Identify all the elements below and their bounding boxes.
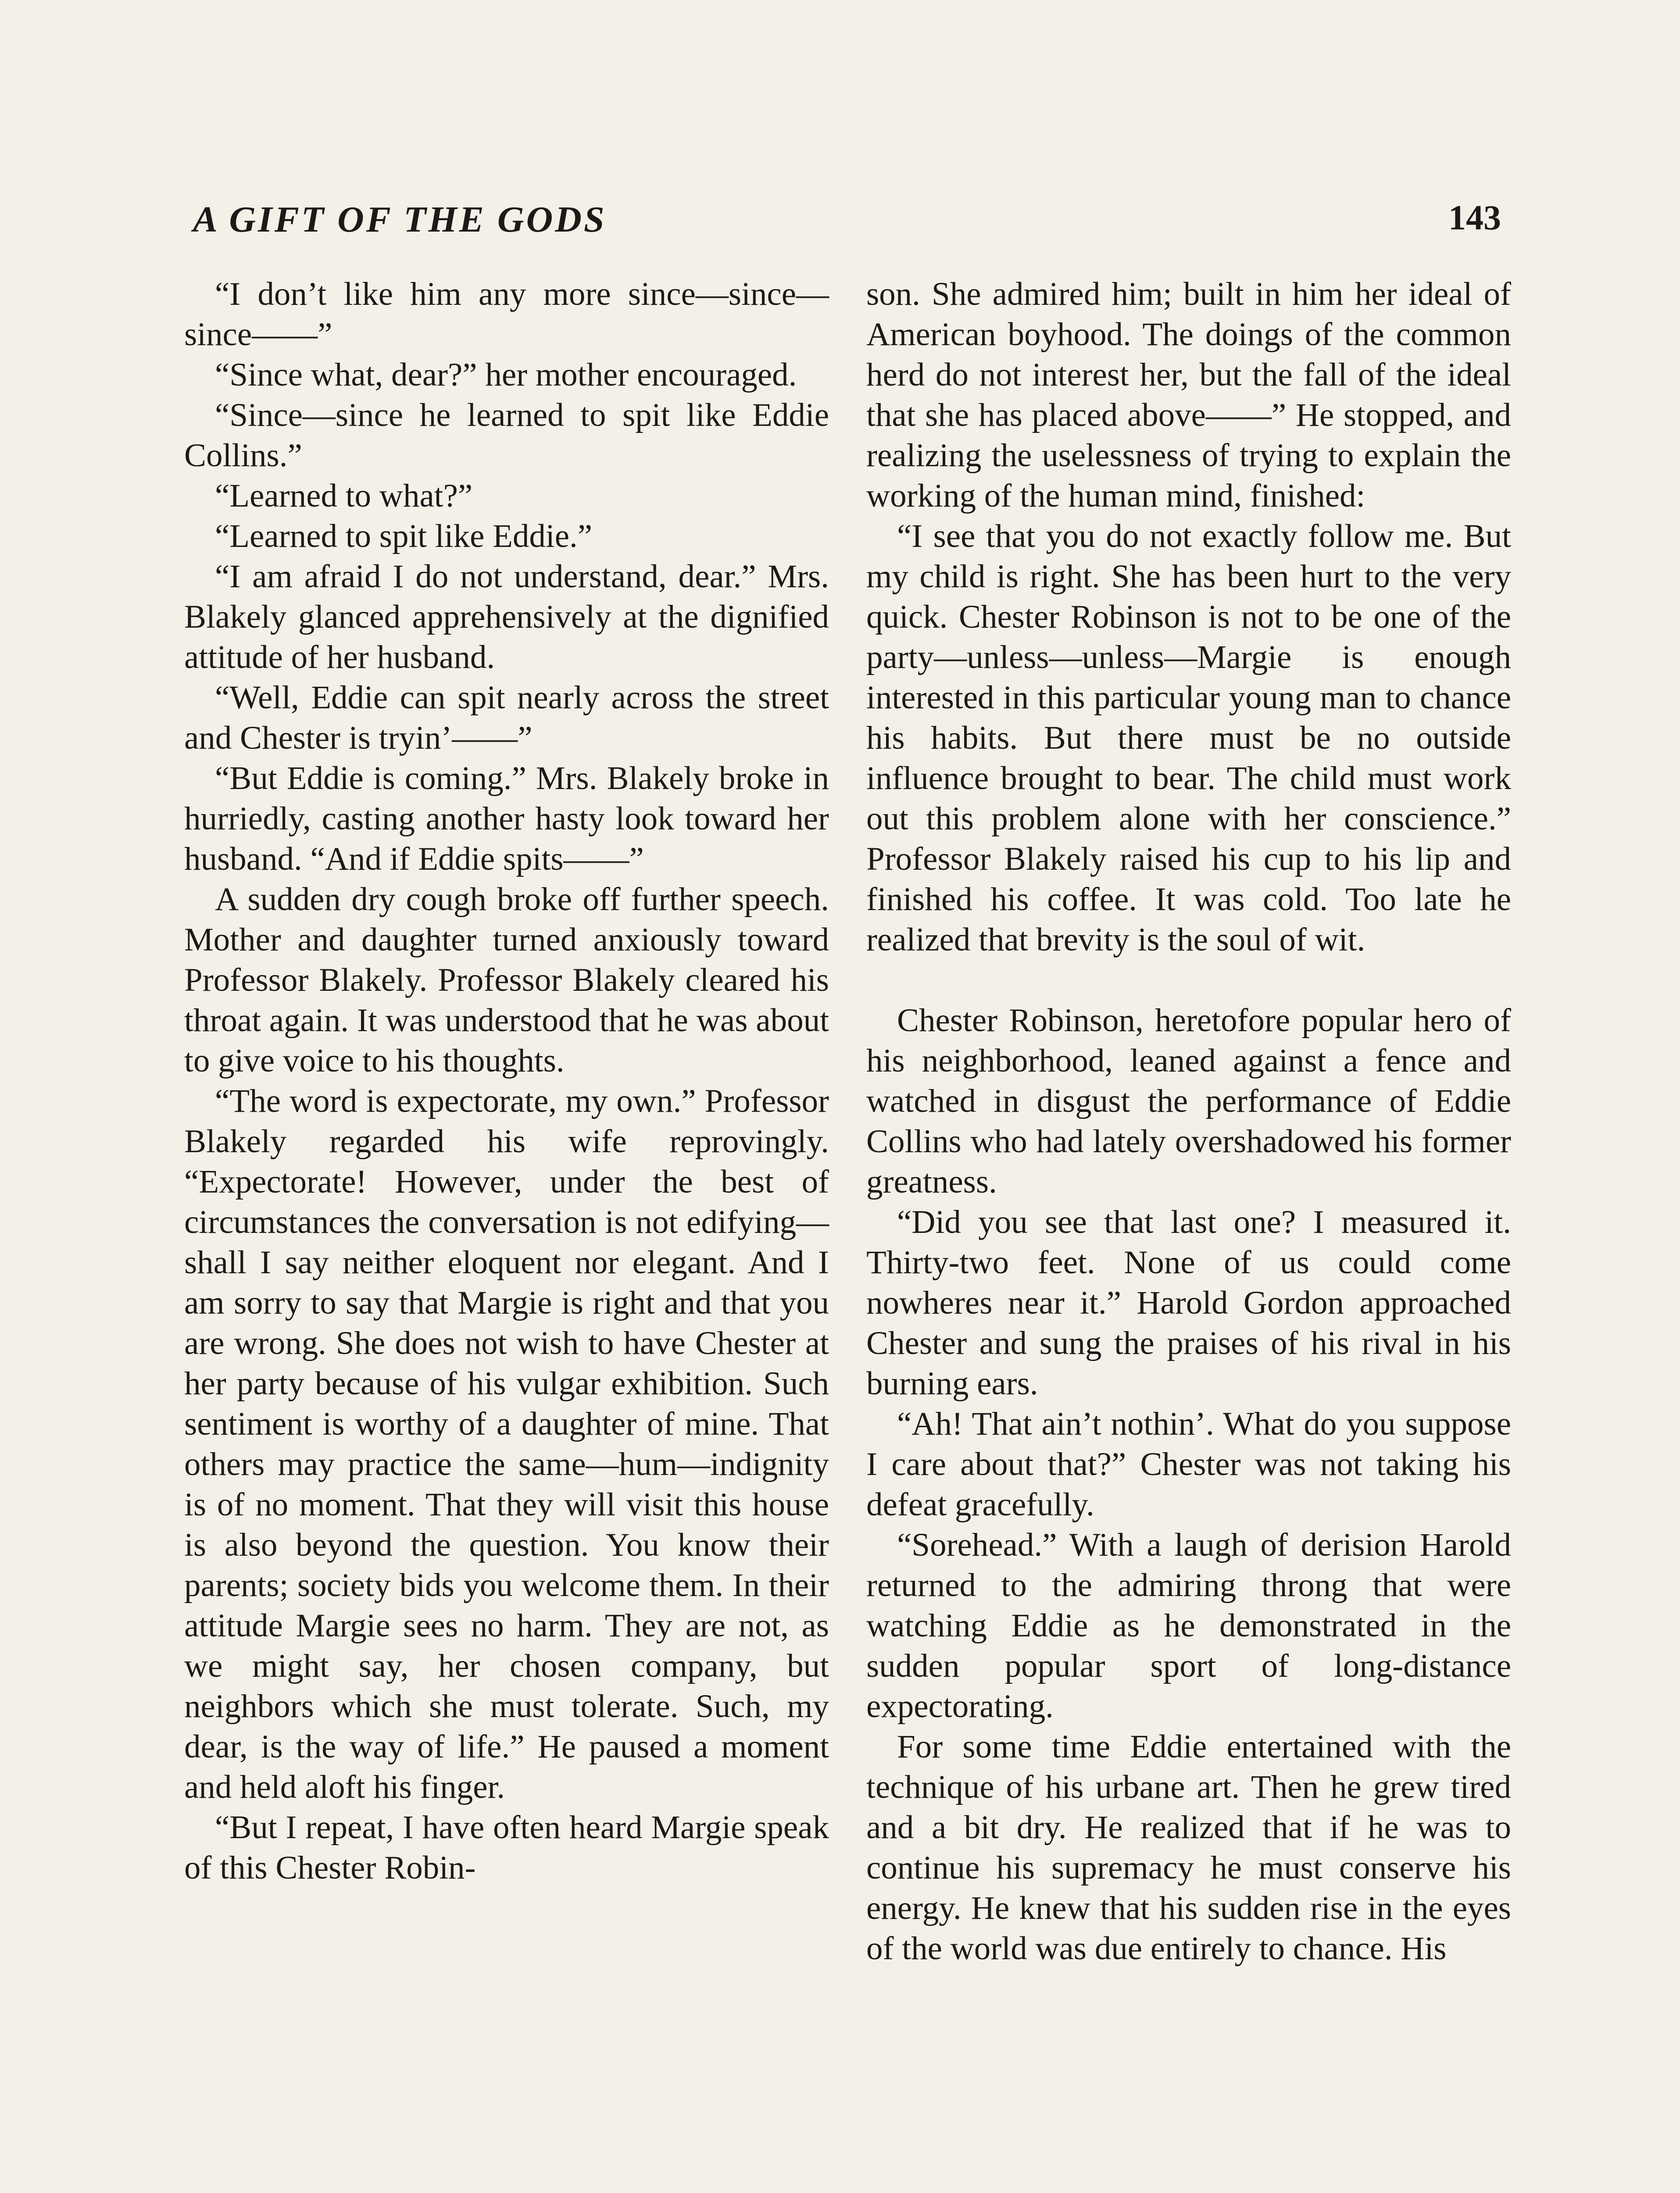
paragraph: “Ah! That ain’t nothin’. What do you suppose I care about that?” Chester was not taking his defeat gracefully. xyxy=(866,1406,1511,1523)
paragraph: “Did you see that last one? I measured it. Thirty-two feet. None of us could come nowheres near it.” Harold Gordon approached Chester and sung the praises of his rival in his burning ears. xyxy=(866,1204,1511,1402)
paragraph: son. She admired him; built in him her ideal of American boyhood. The doings of the common herd do not interest her, but the fall of the ideal that she has placed above——” He stopped, and realizing the uselessness of trying to explain the working of the human mind, finished: xyxy=(866,276,1511,514)
paragraph: “I am afraid I do not understand, dear.” Mrs. Blakely glanced apprehensively at the dignified attitude of her husband. xyxy=(184,558,829,675)
running-title: A GIFT OF THE GODS xyxy=(193,199,607,240)
paragraph: “I see that you do not exactly follow me. But my child is right. She has been hurt to the very quick. Chester Robinson is not to be one of the party—unless—unless—Margie is enough interested in this particular young man to chance his habits. But there must be no outside influence brought to bear. The child must work out this problem alone with her conscience.” Professor Blakely raised his cup to his lip and finished his coffee. It was cold. Too late he realized that brevity is the soul of wit. xyxy=(866,518,1511,958)
paragraph: A sudden dry cough broke off further speech. Mother and daughter turned anxiously toward Professor Blakely. Professor Blakely cleared his throat again. It was understood that he was about to give voice to his thoughts. xyxy=(184,881,829,1079)
text-column-right xyxy=(866,274,1511,1969)
paragraph: “Learned to spit like Eddie.” xyxy=(215,518,593,554)
page-number: 143 xyxy=(1448,199,1501,237)
paragraph: “Since what, dear?” her mother encouraged. xyxy=(215,357,797,393)
paragraph: “Well, Eddie can spit nearly across the street and Chester is tryin’——” xyxy=(184,679,829,756)
paragraph: “But Eddie is coming.” Mrs. Blakely broke in hurriedly, casting another hasty look toward her husband. “And if Eddie spits——” xyxy=(184,760,829,877)
text-column-left xyxy=(184,274,829,1888)
paragraph: For some time Eddie entertained with the technique of his urbane art. Then he grew tired and a bit dry. He realized that if he was to continue his supremacy he must conserve his energy. He knew that his sudden rise in the eyes of the world was due entirely to chance. His xyxy=(866,1729,1511,1967)
paragraph: Chester Robinson, heretofore popular hero of his neighborhood, leaned against a fence and watched in disgust the performance of Eddie Collins who had lately overshadowed his former greatness. xyxy=(866,1002,1511,1200)
paragraph: “I don’t like him any more since—since—since——” xyxy=(184,276,829,353)
paragraph: “The word is expectorate, my own.” Professor Blakely regarded his wife reprovingly. “Expectorate! However, under the best of circumstances the conversation is not edifying—shall I say neither eloquent nor elegant. And I am sorry to say that Margie is right and that you are wrong. She does not wish to have Chester at her party because of his vulgar exhibition. Such sentiment is worthy of a daughter of mine. That others may practice the same—hum—indignity is of no moment. That they will visit this house is also beyond the question. You know their parents; society bids you welcome them. In their attitude Margie sees no harm. They are not, as we might say, her chosen company, but neighbors which she must tolerate. Such, my dear, is the way of life.” He paused a moment and held aloft his finger. xyxy=(184,1083,829,1805)
paragraph: “But I repeat, I have often heard Margie speak of this Chester Robin- xyxy=(184,1809,829,1886)
paragraph: “Learned to what?” xyxy=(215,478,473,514)
paragraph: “Sorehead.” With a laugh of derision Harold returned to the admiring throng that were watching Eddie as he demonstrated in the sudden popular sport of long-distance expectorating. xyxy=(866,1527,1511,1725)
paragraph: “Since—since he learned to spit like Eddie Collins.” xyxy=(184,397,829,474)
